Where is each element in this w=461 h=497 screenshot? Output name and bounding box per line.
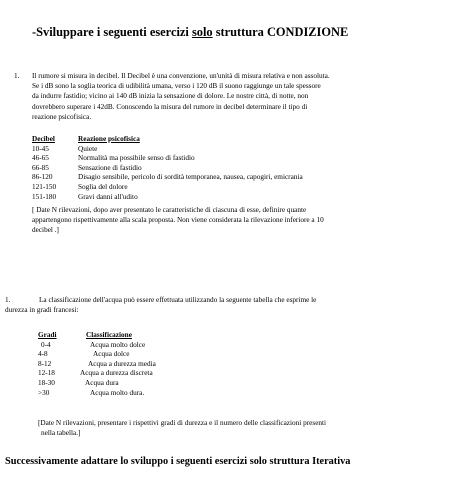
table-row bbox=[38, 360, 156, 370]
table-row bbox=[38, 369, 156, 379]
table-row bbox=[32, 173, 303, 183]
table-cell-range: 18-30 bbox=[38, 378, 55, 387]
table-row bbox=[38, 350, 156, 360]
table-row bbox=[38, 379, 156, 389]
table-row bbox=[32, 145, 303, 155]
table-header-row bbox=[32, 135, 303, 145]
table-cell-description: Acqua a durezza discreta bbox=[80, 369, 153, 378]
exercise-1-note bbox=[32, 205, 324, 236]
exercise-1-number: 1. bbox=[14, 72, 20, 80]
table-cell-range: 121-150 bbox=[32, 182, 57, 191]
heading-text-after: struttura CONDIZIONE bbox=[212, 25, 349, 39]
table-cell-range: 151-180 bbox=[32, 192, 57, 201]
exercise-1-line: dovrebbero superare i 42dB. Conoscendo la misura del rumore in decibel determinare il tipo di bbox=[32, 102, 308, 111]
table-cell-description: Normalità ma possibile senso di fastidio bbox=[78, 154, 195, 163]
note-line: [ Date N rilevazioni, dopo aver presentato le caratteristiche di ciascuna di esse, definire quante bbox=[32, 206, 307, 214]
table-cell-description: Acqua dura bbox=[85, 378, 119, 387]
page-heading bbox=[32, 25, 348, 40]
table-cell-description: Sensazione di fastidio bbox=[78, 163, 142, 172]
column-header-decibel: Decibel bbox=[32, 135, 55, 143]
heading-text-underlined: solo bbox=[191, 25, 213, 39]
table-cell-range: 10-45 bbox=[32, 144, 49, 153]
table-cell-range: 4-8 bbox=[38, 350, 48, 359]
table-cell-range: 66-85 bbox=[32, 163, 49, 172]
table-row bbox=[32, 193, 303, 203]
table-row bbox=[32, 183, 303, 193]
exercise-1-line: da indurre fastidio; vicino ai 140 dB inizia la sensazione di dolore. Le nostre città, di notte, non bbox=[32, 92, 309, 101]
table-header-row bbox=[38, 331, 156, 341]
table-cell-description: Soglia del dolore bbox=[78, 182, 128, 191]
table-cell-description: Gravi danni all'udito bbox=[78, 192, 138, 201]
table-row bbox=[32, 164, 303, 174]
exercise-1-line: reazione psicofisica. bbox=[32, 112, 92, 121]
column-header-classificazione: Classificazione bbox=[86, 331, 132, 339]
table-cell-description: Acqua dolce bbox=[93, 350, 130, 359]
heading-text-before: -Sviluppare i seguenti esercizi bbox=[32, 25, 192, 39]
table-cell-description: Acqua molto dura. bbox=[90, 388, 145, 397]
exercise-2-line: La classificazione dell'acqua può essere effettuata utilizzando la seguente tabella che esprime le bbox=[39, 296, 317, 304]
exercise-2-note bbox=[38, 418, 326, 438]
decibel-table bbox=[32, 135, 303, 202]
table-cell-description: Acqua molto dolce bbox=[90, 340, 146, 349]
exercise-2-number: 1. bbox=[5, 296, 11, 304]
exercise-1-line: Il rumore si misura in decibel. Il Decibel è una convenzione, un'unità di misura relativa e non assoluta. bbox=[32, 72, 330, 80]
table-cell-range: 12-18 bbox=[38, 369, 55, 378]
water-hardness-table bbox=[38, 331, 156, 398]
table-cell-description: Quiete bbox=[78, 144, 98, 153]
table-cell-description: Acqua a durezza media bbox=[88, 359, 156, 368]
exercise-1-line: Se i dB sono la soglia teorica di udibilità umana, verso i 120 dB il suono raggiunge un tale spessore bbox=[32, 82, 321, 91]
note-line: decibel .] bbox=[32, 226, 59, 235]
table-cell-range: 86-120 bbox=[32, 173, 53, 182]
table-cell-range: 46-65 bbox=[32, 154, 49, 163]
table-cell-range: 0-4 bbox=[41, 340, 51, 349]
table-cell-range: 8-12 bbox=[38, 359, 52, 368]
exercise-1-text bbox=[32, 71, 330, 122]
table-row bbox=[38, 389, 156, 399]
table-cell-range: >30 bbox=[38, 388, 50, 397]
exercise-2-line: durezza in gradi francesi: bbox=[5, 306, 79, 314]
note-line: [Date N rilevazioni, presentare i rispettivi gradi di durezza e il numero delle classificazioni presenti bbox=[38, 419, 327, 427]
note-line: appartengono rispettivamente alla scala proposta. Non viene considerata la rilevazione inferiore a 10 bbox=[32, 216, 324, 225]
column-header-gradi: Gradi bbox=[38, 331, 57, 339]
table-row bbox=[32, 154, 303, 164]
footer-heading: Successivamente adattare lo sviluppo i seguenti esercizi solo struttura Iterativa bbox=[5, 456, 351, 467]
note-line: nella tabella.] bbox=[41, 429, 81, 438]
column-header-reazione: Reazione psicofisica bbox=[78, 135, 140, 143]
table-row bbox=[38, 341, 156, 351]
table-cell-description: Disagio sensibile, pericolo di sordità temporanea, nausea, capogiri, emicrania bbox=[78, 173, 303, 182]
